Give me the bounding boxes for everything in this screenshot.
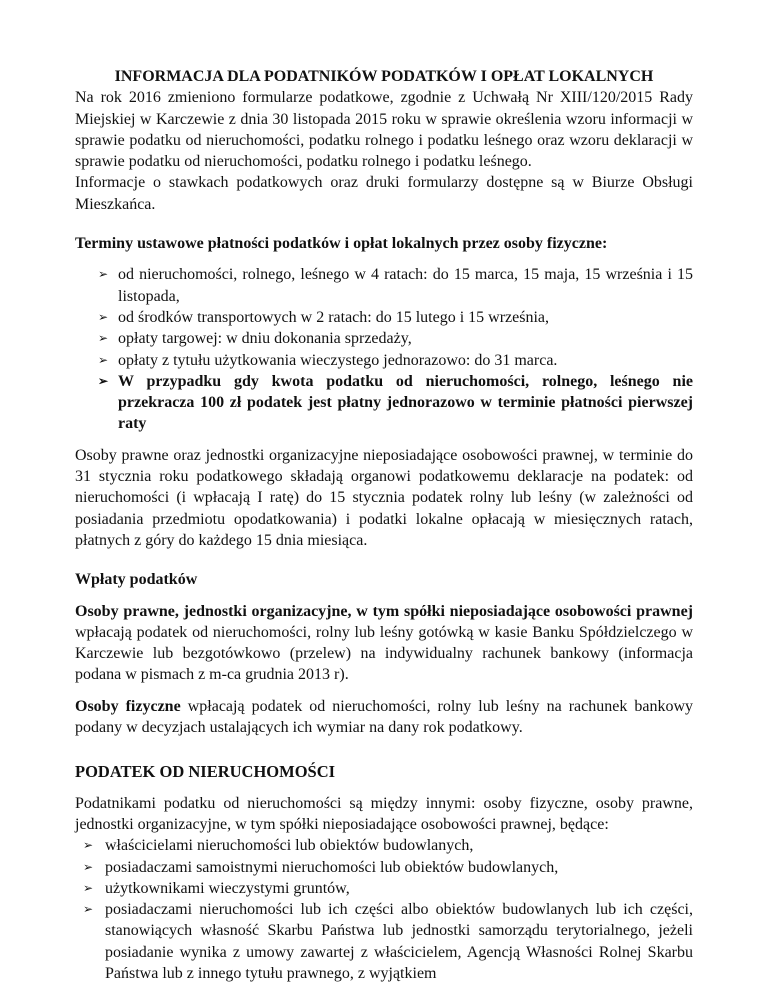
arrow-bullet-icon: ➢	[83, 902, 94, 917]
payments-paragraph-2: Osoby fizyczne wpłacają podatek od nieruchomości, rolny lub leśny na rachunek bankowy podany w decyzjach ustalających ich wymiar na dany rok podatkowy.	[75, 697, 694, 737]
payments-heading: Wpłaty podatków	[75, 571, 198, 589]
arrow-bullet-icon: ➢	[98, 352, 109, 367]
list-item: ➢ użytkownikami wieczystymi gruntów,	[75, 878, 693, 899]
arrow-bullet-icon: ➢	[98, 331, 109, 346]
list-item: ➢ opłaty z tytułu użytkowania wieczystego jednorazowo: do 31 marca.	[75, 350, 693, 371]
arrow-bullet-icon: ➢	[83, 838, 94, 853]
arrow-bullet-icon: ➢	[83, 859, 94, 874]
arrow-bullet-icon: ➢	[98, 373, 109, 388]
list-item-important: ➢ W przypadku gdy kwota podatku od nieruchomości, rolnego, leśnego nie przekracza 100 zł podatek jest płatny jednorazowo w terminie płatności pierwszej raty	[98, 372, 693, 433]
document-title: INFORMACJA DLA PODATNIKÓW PODATKÓW I OPŁAT LOKALNYCH	[114, 68, 654, 85]
list-item: ➢ opłaty targowej: w dniu dokonania sprzedaży,	[75, 328, 693, 349]
list-item: ➢ od środków transportowych w 2 ratach: do 15 lutego i 15 września,	[75, 307, 693, 328]
property-tax-intro: Podatnikami podatku od nieruchomości są między innymi: osoby fizyczne, osoby prawne, jednostki organizacyjne, w tym spółki nieposiadające osobowości prawnej, będące:	[75, 794, 693, 833]
list-item: ➢ od nieruchomości, rolnego, leśnego w 4 ratach: do 15 marca, 15 maja, 15 września i 15 listopada,	[98, 266, 693, 305]
terms-list	[75, 264, 693, 434]
arrow-bullet-icon: ➢	[98, 267, 109, 282]
intro-availability: Informacje o stawkach podatkowych oraz druki formularzy dostępne są w Biurze Obsługi Mieszkańca.	[75, 174, 693, 213]
arrow-bullet-icon: ➢	[98, 309, 109, 324]
property-tax-heading: PODATEK OD NIERUCHOMOŚCI	[75, 762, 336, 782]
list-item: ➢ posiadaczami samoistnymi nieruchomości lub obiektów budowlanych,	[75, 857, 693, 878]
list-item: ➢ posiadaczami nieruchomości lub ich części albo obiektów budowlanych lub ich części, stanowiących własność Skarbu Państwa lub jednostki samorządu terytorialnego, jeżeli posiadanie wynika z umowy zawartej z właścicielem, Agencją Własności Rolnej Skarbu Państwa lub z innego tytułu prawnego, z wyjątkiem	[83, 901, 693, 982]
legal-entities-paragraph: Osoby prawne oraz jednostki organizacyjne nieposiadające osobowości prawnej, w terminie do 31 stycznia roku podatkowego składają organowi podatkowemu deklaracje na podatek: od nieruchomości (i wpłacają I ratę) do 15 stycznia podatek rolny lub leśny (w zależności od posiadania przedmiotu opodatkowania) i podatki lokalne opłacają w miesięcznych ratach, płatnych z góry do każdego 15 dnia miesiąca.	[75, 446, 693, 549]
payments-paragraph-1: Osoby prawne, jednostki organizacyjne, w tym spółki nieposiadające osobowości prawnej wpłacają podatek od nieruchomości, rolny lub leśny gotówką w kasie Banku Spółdzielczego w Karczewie lub bezgotówkowo (przelew) na indywidualny rachunek bankowy (informacja podana w pismach z m-ca grudnia 2013 r).	[75, 602, 693, 684]
property-tax-list	[75, 835, 693, 984]
arrow-bullet-icon: ➢	[83, 880, 94, 895]
list-item: ➢ właścicielami nieruchomości lub obiektów budowlanych,	[75, 835, 693, 856]
terms-heading: Terminy ustawowe płatności podatków i opłat lokalnych przez osoby fizyczne:	[75, 235, 608, 253]
intro-paragraph: Na rok 2016 zmieniono formularze podatkowe, zgodnie z Uchwałą Nr XIII/120/2015 Rady Miejskiej w Karczewie z dnia 30 listopada 2015 roku w sprawie określenia wzoru informacji w sprawie podatku od nieruchomości, podatku rolnego i podatku leśnego oraz wzoru deklaracji w sprawie podatku od nieruchomości, podatku rolnego i podatku leśnego.	[75, 89, 693, 171]
document-page	[75, 66, 693, 984]
